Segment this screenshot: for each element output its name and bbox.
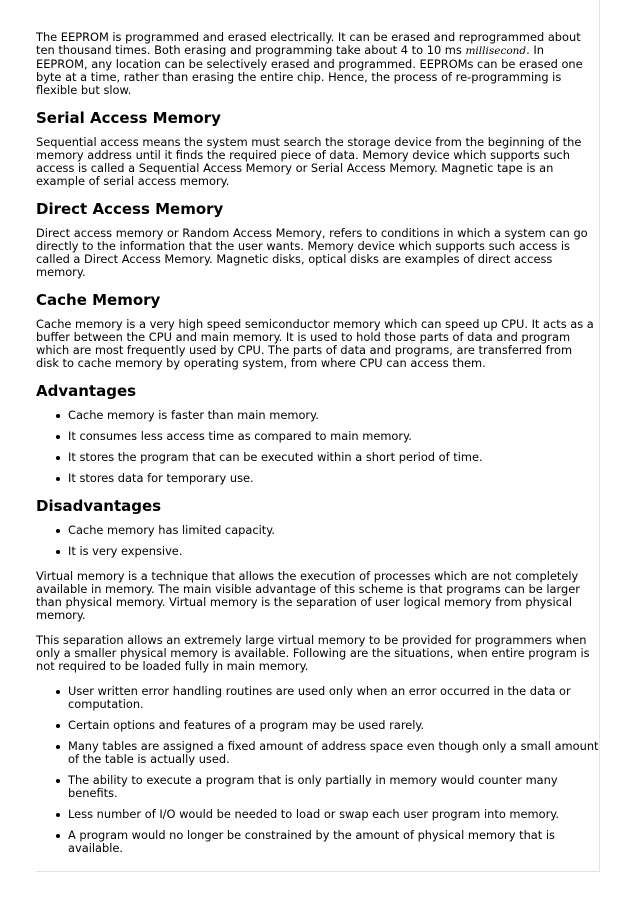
eeprom-text-end: . In EEPROM, any location can be selectively erased and programmed. EEPROMs can be erased one byte at a time, rather than erasing the entire chip. Hence, the process of re-programming is flexible but slow.	[36, 43, 583, 97]
list-item: Cache memory has limited capacity.	[36, 524, 600, 537]
virtual-memory-situations-list	[36, 685, 600, 855]
list-item: The ability to execute a program that is only partially in memory would counter many benefits.	[36, 774, 600, 800]
document-page	[36, 0, 600, 872]
virtual-memory-paragraph: Virtual memory is a technique that allows the execution of processes which are not completely available in memory. The main visible advantage of this scheme is that programs can be larger than physical memory. Virtual memory is the separation of user logical memory from physical memory.	[36, 569, 580, 622]
list-item: Less number of I/O would be needed to load or swap each user program into memory.	[36, 808, 600, 821]
disadvantages-list	[36, 524, 600, 558]
serial-access-heading: Serial Access Memory	[36, 109, 221, 127]
cache-memory-heading: Cache Memory	[36, 291, 161, 309]
direct-access-paragraph: Direct access memory or Random Access Memory, refers to conditions in which a system can go directly to the information that the user wants. Memory device which supports such access is called a Direct Access Memory. Magnetic disks, optical disks are examples of direct access memory.	[36, 226, 588, 279]
advantages-list	[36, 409, 600, 485]
list-item: Cache memory is faster than main memory.	[36, 409, 600, 422]
list-item: User written error handling routines are used only when an error occurred in the data or computation.	[36, 685, 600, 711]
list-item: It is very expensive.	[36, 545, 600, 558]
millisecond-unit: millisecond	[465, 45, 527, 57]
list-item: Many tables are assigned a fixed amount of address space even though only a small amount of the table is actually used.	[36, 740, 600, 766]
list-item: It stores data for temporary use.	[36, 472, 600, 485]
direct-access-heading: Direct Access Memory	[36, 200, 224, 218]
eeprom-text-start: The EEPROM is programmed and erased electrically. It can be erased and reprogrammed about ten thousand times. Both erasing and programming take about 4 to 10 ms	[36, 30, 581, 57]
advantages-heading: Advantages	[36, 382, 137, 400]
eeprom-paragraph	[36, 31, 600, 97]
virtual-memory-situations-paragraph: This separation allows an extremely large virtual memory to be provided for programmers when only a smaller physical memory is available. Following are the situations, when entire program is not required to be loaded fully in main memory.	[36, 633, 590, 673]
article-content	[36, 0, 600, 855]
list-item: It stores the program that can be executed within a short period of time.	[36, 451, 600, 464]
list-item: A program would no longer be constrained by the amount of physical memory that is available.	[36, 829, 600, 855]
list-item: Certain options and features of a program may be used rarely.	[36, 719, 600, 732]
disadvantages-heading: Disadvantages	[36, 497, 162, 515]
list-item: It consumes less access time as compared to main memory.	[36, 430, 600, 443]
serial-access-paragraph: Sequential access means the system must search the storage device from the beginning of the memory address until it finds the required piece of data. Memory device which supports such access is called a Sequential Access Memory or Serial Access Memory. Magnetic tape is an example of serial access memory.	[36, 135, 582, 188]
cache-memory-paragraph: Cache memory is a very high speed semiconductor memory which can speed up CPU. It acts as a buffer between the CPU and main memory. It is used to hold those parts of data and program which are most frequently used by CPU. The parts of data and programs, are transferred from disk to cache memory by operating system, from where CPU can access them.	[36, 317, 594, 370]
